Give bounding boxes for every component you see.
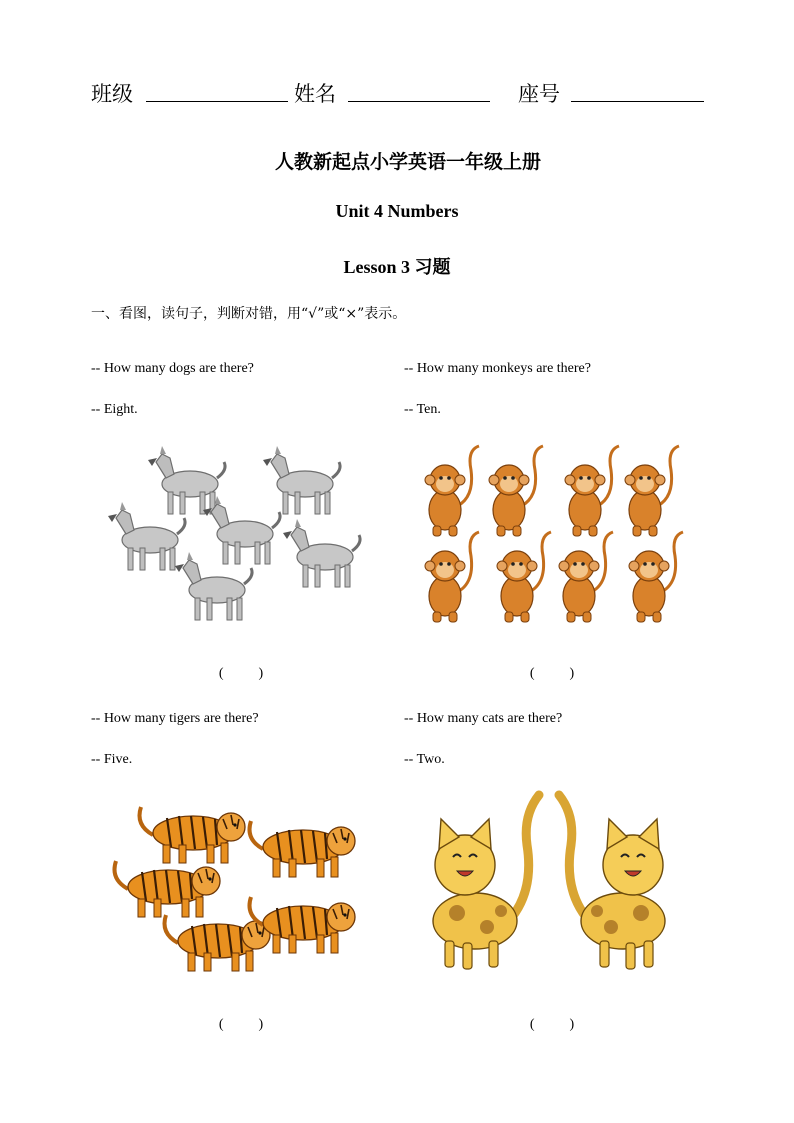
- seat-blank-line[interactable]: [571, 101, 704, 102]
- monkey-figure: [425, 446, 479, 536]
- answer-blank-dogs[interactable]: ( ): [218, 666, 264, 681]
- monkey-figure: [625, 446, 679, 536]
- tiger-figure: [115, 861, 221, 917]
- question-dogs: -- How many dogs are there?: [91, 361, 254, 376]
- answer-dogs: -- Eight.: [91, 402, 138, 417]
- answer-cats: -- Two.: [404, 752, 445, 767]
- question-cats: -- How many cats are there?: [404, 711, 563, 726]
- answer-blank-tigers[interactable]: ( ): [218, 1017, 264, 1032]
- answer-blank-monkeys[interactable]: ( ): [529, 666, 575, 681]
- seat-label: 座号: [518, 82, 560, 106]
- monkey-figure: [489, 446, 543, 536]
- class-label: 班级: [91, 82, 133, 106]
- question-tigers: -- How many tigers are there?: [91, 711, 259, 726]
- dogs-illustration: [105, 452, 365, 632]
- monkeys-illustration: [407, 448, 692, 636]
- dog-figure: [283, 519, 360, 587]
- answer-blank-cats[interactable]: ( ): [529, 1017, 575, 1032]
- dog-figure: [175, 552, 252, 620]
- book-title: 人教新起点小学英语一年级上册: [274, 151, 541, 173]
- lesson-title: Lesson 3 习题: [343, 257, 451, 277]
- tiger-figure: [250, 821, 356, 877]
- answer-monkeys: -- Ten.: [404, 402, 441, 417]
- name-label: 姓名: [294, 82, 336, 106]
- monkey-figure: [497, 532, 551, 622]
- dog-figure: [108, 502, 185, 570]
- instruction-text: 一、看图，读句子，判断对错，用“√”或“×”表示。: [91, 306, 407, 322]
- tiger-figure: [165, 915, 271, 971]
- tiger-figure: [140, 807, 246, 863]
- cats-illustration: [413, 795, 685, 987]
- unit-title: Unit 4 Numbers: [335, 201, 459, 221]
- cat-figure: [559, 795, 665, 969]
- monkey-figure: [629, 532, 683, 622]
- question-monkeys: -- How many monkeys are there?: [404, 361, 591, 376]
- monkey-figure: [559, 532, 613, 622]
- tigers-illustration: [98, 795, 362, 991]
- answer-tigers: -- Five.: [91, 752, 133, 767]
- class-blank-line[interactable]: [146, 101, 288, 102]
- name-blank-line[interactable]: [348, 101, 490, 102]
- dog-figure: [263, 446, 340, 514]
- cat-figure: [433, 795, 539, 969]
- monkey-figure: [425, 532, 479, 622]
- dog-figure: [148, 446, 225, 514]
- monkey-figure: [565, 446, 619, 536]
